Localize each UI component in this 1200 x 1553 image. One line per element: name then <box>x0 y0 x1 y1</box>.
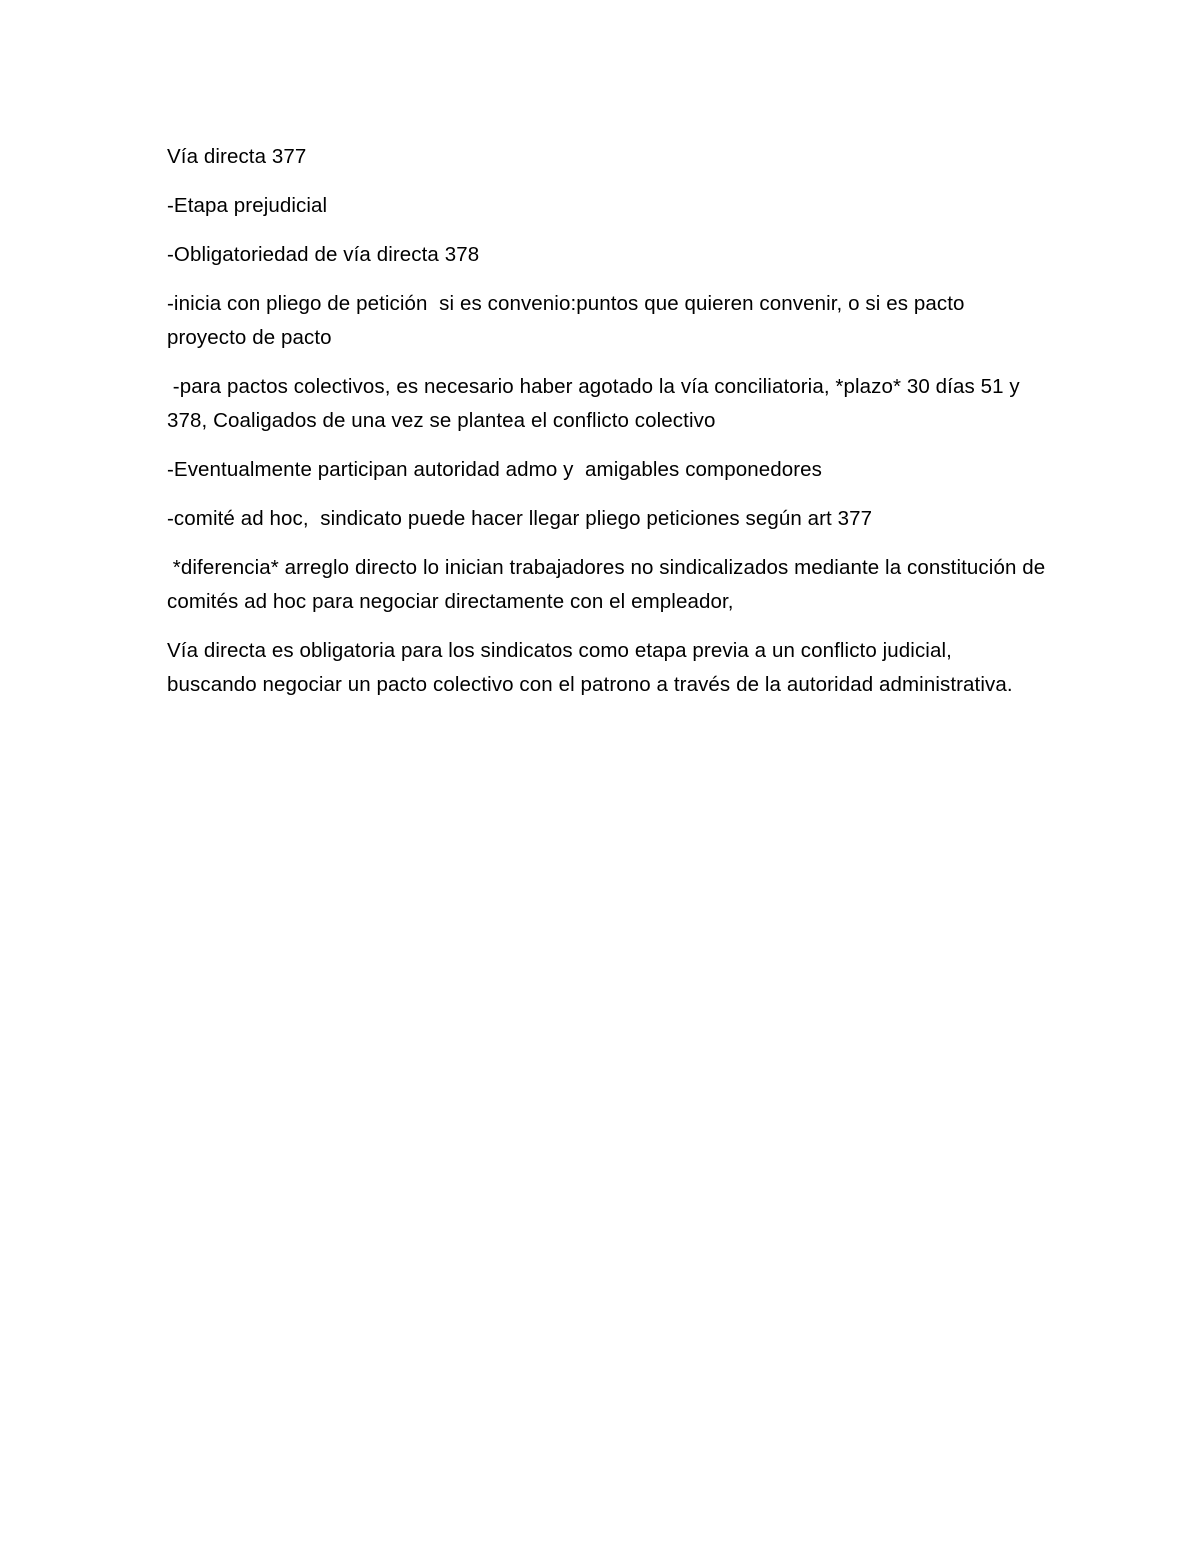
paragraph-obligatoriedad: -Obligatoriedad de vía directa 378 <box>167 243 480 266</box>
paragraph-diferencia: *diferencia* arreglo directo lo inician trabajadores no sindicalizados mediante la constitución de comités ad hoc para negociar directamente con el empleador, <box>167 556 1052 613</box>
document-body <box>167 140 1052 717</box>
paragraph-pactos-colectivos: -para pactos colectivos, es necesario haber agotado la vía conciliatoria, *plazo* 30 días 51 y 378, Coaligados de una vez se plantea el conflicto colectivo <box>167 375 1026 432</box>
paragraph-conclusion: Vía directa es obligatoria para los sindicatos como etapa previa a un conflicto judicial, buscando negociar un pacto colectivo con el patrono a través de la autoridad administrativa. <box>167 639 1013 696</box>
paragraph-etapa-prejudicial: -Etapa prejudicial <box>167 194 328 217</box>
document-title: Vía directa 377 <box>167 145 307 168</box>
paragraph-autoridad-admo: -Eventualmente participan autoridad admo y amigables componedores <box>167 458 823 481</box>
paragraph-comite-ad-hoc: -comité ad hoc, sindicato puede hacer llegar pliego peticiones según art 377 <box>167 507 873 530</box>
paragraph-pliego-peticion: -inicia con pliego de petición si es convenio:puntos que quieren convenir, o si es pacto proyecto de pacto <box>167 292 971 349</box>
